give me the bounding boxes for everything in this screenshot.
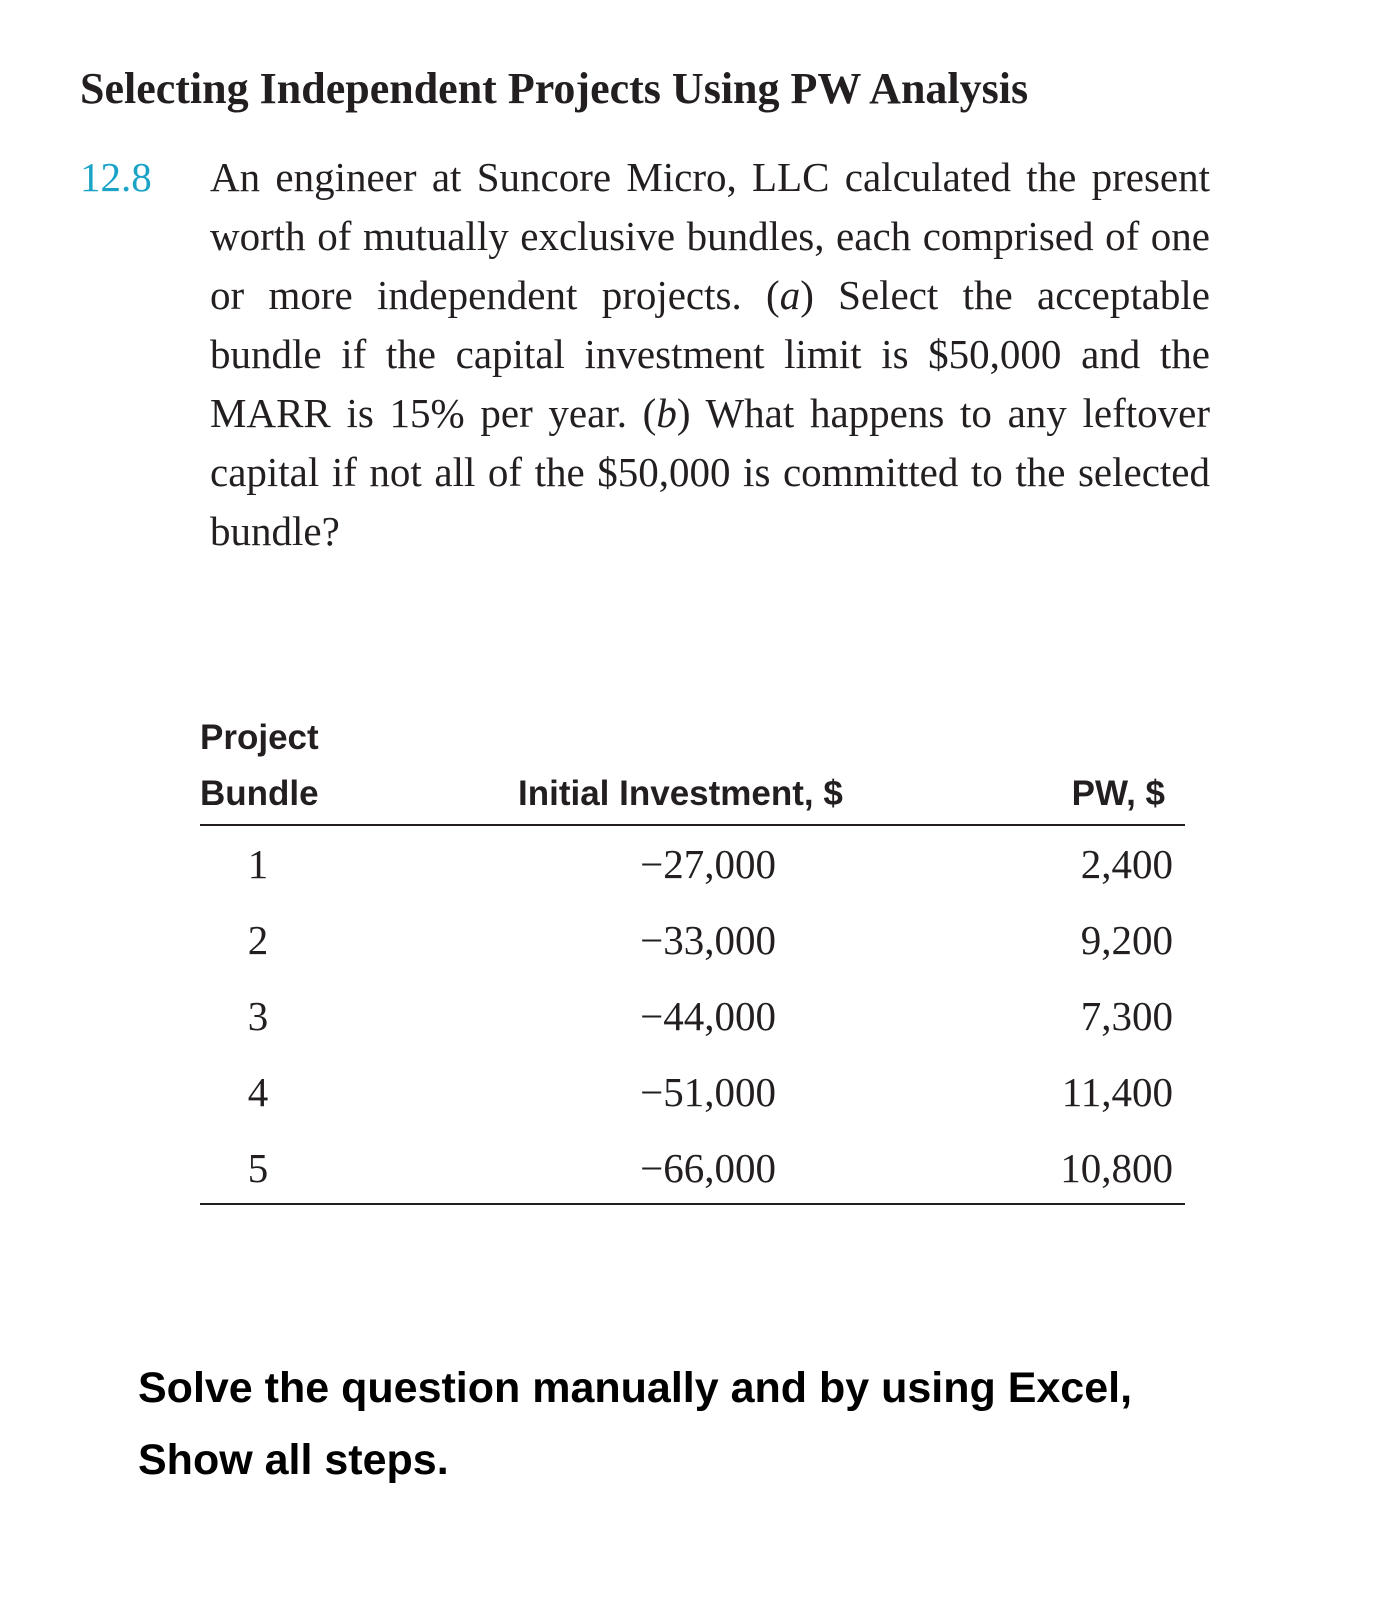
cell-bundle: 2 — [247, 917, 269, 963]
section-heading: Selecting Independent Projects Using PW Analysis — [80, 64, 1029, 113]
problem-text — [210, 148, 1210, 561]
problem-text-part-b: ) What happens to any leftover capital if not all of the $50,000 is committed to the selected bundle? — [210, 390, 1210, 554]
problem-text-intro: An engineer at Suncore Micro, LLC calculated the present worth of mutually exclusive bundles, each comprised of one or more independent projects. ( — [210, 154, 1210, 318]
cell-bundle: 3 — [247, 993, 269, 1039]
cell-investment: −33,000 — [640, 917, 776, 963]
table-row — [200, 1130, 1185, 1206]
table-row — [200, 902, 1185, 978]
cell-bundle: 1 — [247, 841, 269, 887]
cell-investment: −27,000 — [640, 841, 776, 887]
part-b-label: b — [656, 390, 677, 436]
part-a-label: a — [779, 272, 801, 318]
problem-number: 12.8 — [80, 154, 152, 200]
cell-bundle: 4 — [247, 1069, 269, 1115]
header-pw: PW, $ — [1071, 774, 1165, 813]
header-project-bundle — [200, 710, 319, 822]
instruction-line-2: Show all steps. — [138, 1436, 449, 1484]
table-row — [200, 826, 1185, 902]
problem-text-part-a: ) Select the acceptable bundle if the capital investment limit is $50,000 and the MARR is 15% per year. ( — [210, 272, 1210, 436]
header-project-line: Project — [200, 718, 319, 757]
table-header — [200, 710, 1185, 822]
cell-investment: −44,000 — [640, 993, 776, 1039]
table-row — [200, 978, 1185, 1054]
cell-investment: −66,000 — [640, 1145, 776, 1191]
instruction-line-1: Solve the question manually and by using Excel, — [138, 1364, 1133, 1412]
table-body — [200, 826, 1185, 1201]
cell-bundle: 5 — [247, 1145, 269, 1191]
cell-pw: 11,400 — [1061, 1069, 1173, 1115]
instruction-text — [138, 1352, 1132, 1496]
table-row — [200, 1054, 1185, 1130]
cell-investment: −51,000 — [640, 1069, 776, 1115]
cell-pw: 2,400 — [1080, 841, 1173, 887]
cell-pw: 10,800 — [1060, 1145, 1173, 1191]
cell-pw: 7,300 — [1080, 993, 1173, 1039]
header-initial-investment: Initial Investment, $ — [518, 774, 843, 813]
header-bundle-line: Bundle — [200, 774, 319, 813]
bundle-table — [200, 710, 1185, 1205]
cell-pw: 9,200 — [1080, 917, 1173, 963]
